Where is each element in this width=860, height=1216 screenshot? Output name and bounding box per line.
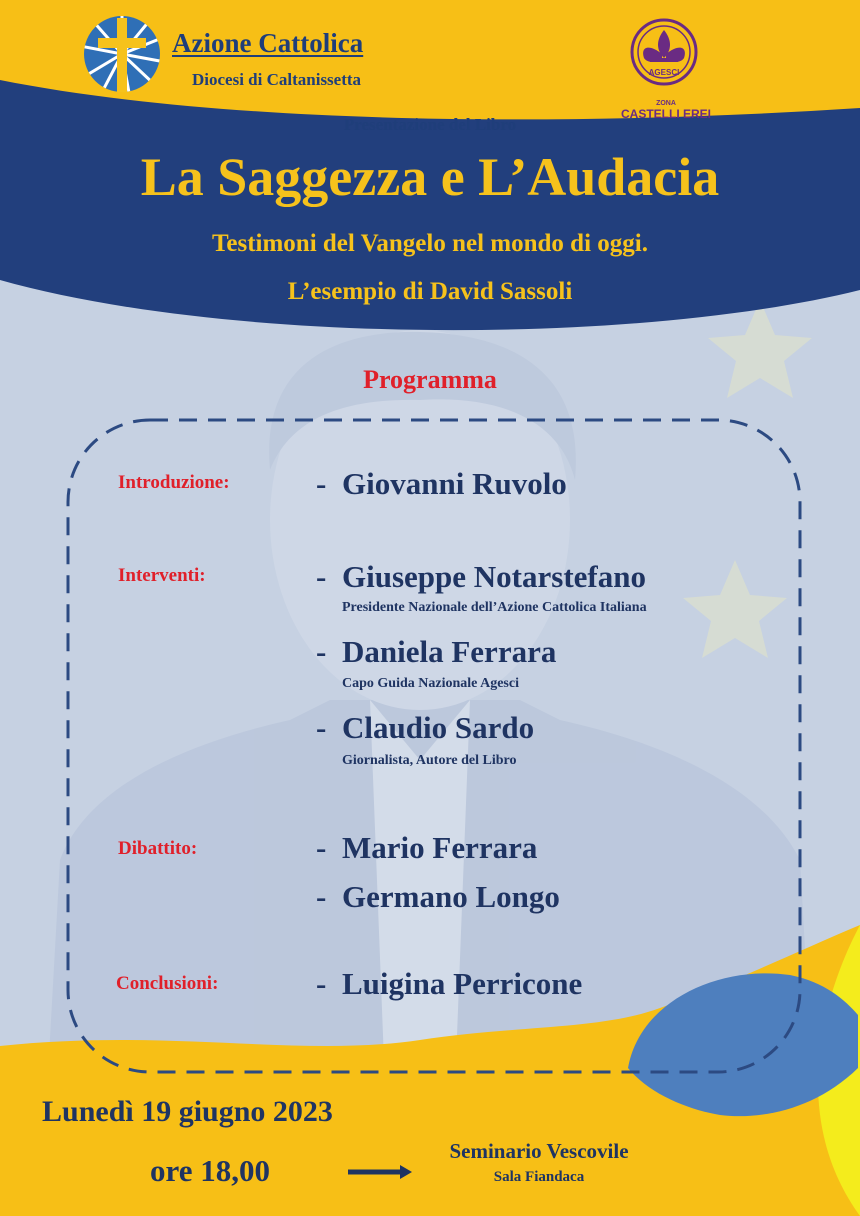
speaker-title: Giornalista, Autore del Libro (342, 753, 517, 768)
org-name: Azione Cattolica (172, 28, 364, 58)
speaker-title: Presidente Nazionale dell’Azione Cattolica Italiana (342, 600, 647, 615)
speaker-title: Capo Guida Nazionale Agesci (342, 676, 519, 691)
speaker-dash: - (316, 634, 327, 669)
speaker-dash: - (316, 466, 327, 501)
role-label-interventions: Interventi: (118, 565, 206, 586)
speaker-dash: - (316, 830, 327, 865)
speaker-dash: - (316, 879, 327, 914)
role-label-introduction: Introduzione: (118, 472, 230, 493)
speaker-name: Luigina Perricone (342, 966, 583, 1001)
speaker-debate-2 (316, 879, 560, 915)
speaker-introduction (316, 466, 567, 502)
speaker-name: Claudio Sardo (342, 710, 535, 745)
speaker-intervention-3 (316, 710, 534, 746)
speaker-dash: - (316, 559, 327, 594)
role-label-conclusions: Conclusioni: (116, 973, 219, 994)
event-subtitle-line1: Testimoni del Vangelo nel mondo di oggi. (212, 230, 648, 257)
speaker-name: Mario Ferrara (342, 830, 538, 865)
role-label-debate: Dibattito: (118, 838, 198, 859)
speaker-debate-1 (316, 830, 537, 866)
speaker-intervention-1 (316, 559, 646, 595)
speaker-name: Giovanni Ruvolo (342, 466, 567, 501)
org-subtitle: Diocesi di Caltanissetta (192, 70, 362, 89)
agesci-logo-text: AGESCI (648, 68, 680, 77)
event-subtitle-line2: L’esempio di David Sassoli (287, 278, 573, 305)
speaker-intervention-2 (316, 634, 556, 670)
speaker-dash: - (316, 966, 327, 1001)
speaker-name: Daniela Ferrara (342, 634, 557, 669)
event-venue-room: Sala Fiandaca (493, 1169, 585, 1185)
event-title: La Saggezza e L’Audacia (140, 147, 720, 207)
partner-zone-label: ZONA (656, 100, 676, 107)
event-date: Lunedì 19 giugno 2023 (42, 1095, 333, 1128)
program-heading: Programma (363, 365, 497, 394)
speaker-dash: - (316, 710, 327, 745)
speaker-name: Germano Longo (342, 879, 560, 914)
speaker-conclusions (316, 966, 582, 1002)
event-venue: Seminario Vescovile (449, 1139, 629, 1163)
partner-zone-name: CASTELLI EREI (620, 107, 711, 121)
event-supertitle: Presentazione del Libro (343, 115, 517, 134)
event-time: ore 18,00 (150, 1153, 270, 1188)
speaker-name: Giuseppe Notarstefano (342, 559, 646, 594)
